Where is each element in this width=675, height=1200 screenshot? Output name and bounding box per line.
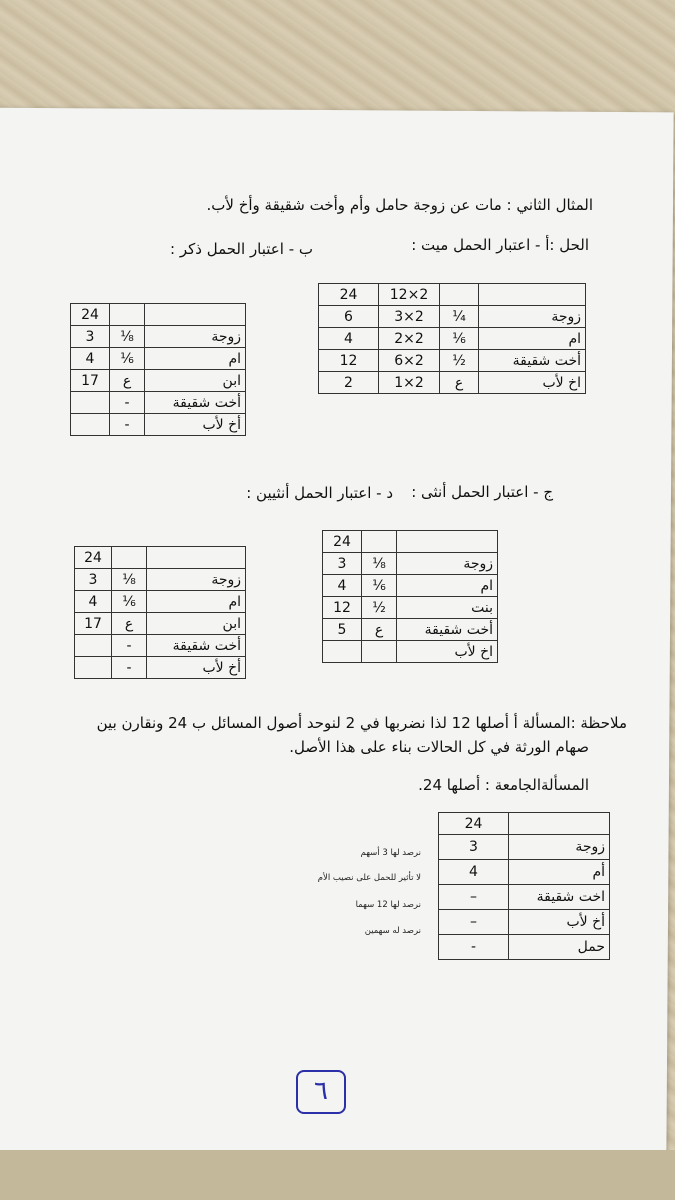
table-row (319, 284, 586, 306)
table-cell (75, 657, 112, 679)
table-cell (479, 284, 586, 306)
table-row (71, 392, 246, 414)
table-cell: ع (362, 619, 397, 641)
table-cell: 5 (323, 619, 362, 641)
table-cell: ⅙ (362, 575, 397, 597)
side-note: نرصد لها 3 أسهم (360, 848, 421, 858)
table-row (319, 372, 586, 394)
table-cell: – (439, 885, 509, 910)
table-row (75, 591, 246, 613)
table-cell: ⅛ (110, 326, 145, 348)
table-cell (397, 531, 498, 553)
table-row (323, 531, 498, 553)
table-row (319, 328, 586, 350)
floor-background (0, 1150, 675, 1200)
table-cell (75, 635, 112, 657)
table-cell: أخت شقيقة (145, 392, 246, 414)
table-cell: ¼ (440, 306, 479, 328)
table-combined (438, 812, 610, 960)
table-cell: ⅛ (112, 569, 147, 591)
table-cell: زوجة (145, 326, 246, 348)
table-cell: زوجة (509, 835, 610, 860)
table-cell (323, 641, 362, 663)
table-cell (71, 414, 110, 436)
table-cell: ⅙ (440, 328, 479, 350)
table-cell: – (439, 910, 509, 935)
table-cell: 3 (439, 835, 509, 860)
table-cell: ام (397, 575, 498, 597)
table-row (75, 569, 246, 591)
table-row (439, 835, 610, 860)
table-cell: - (112, 657, 147, 679)
table-cell: 24 (323, 531, 362, 553)
table-row (439, 860, 610, 885)
example-heading: المثال الثاني : مات عن زوجة حامل وأم وأخت شقيقة وأخ لأب. (206, 196, 593, 214)
table-cell: ع (112, 613, 147, 635)
table-cell: زوجة (147, 569, 246, 591)
table-row (319, 306, 586, 328)
table-cell: حمل (509, 935, 610, 960)
table-cell: ابن (145, 370, 246, 392)
table-row (319, 350, 586, 372)
table-cell: 2×2 (379, 328, 440, 350)
table-row (75, 547, 246, 569)
table-cell: - (112, 635, 147, 657)
page-number: ٦ (296, 1070, 346, 1114)
table-cell: ⅙ (110, 348, 145, 370)
table-cell: ½ (362, 597, 397, 619)
table-row (439, 885, 610, 910)
table-cell: أخ لأب (509, 910, 610, 935)
table-cell: 2×12 (379, 284, 440, 306)
table-row (71, 304, 246, 326)
table-cell (362, 531, 397, 553)
table-cell: - (439, 935, 509, 960)
note-line-1: ملاحظة :المسألة أ أصلها 12 لذا نضربها في 2 لنوحد أصول المسائل ب 24 ونقارن بين (96, 714, 627, 732)
table-cell: 24 (319, 284, 379, 306)
table-cell: اخ لأب (479, 372, 586, 394)
table-cell: ابن (147, 613, 246, 635)
table-cell: 2×3 (379, 306, 440, 328)
table-cell: أخ لأب (145, 414, 246, 436)
table-row (71, 414, 246, 436)
table-cell (509, 813, 610, 835)
table-cell: أخت شقيقة (147, 635, 246, 657)
table-cell: بنت (397, 597, 498, 619)
table-cell: 4 (439, 860, 509, 885)
table-cell: 4 (319, 328, 379, 350)
table-cell: 4 (75, 591, 112, 613)
table-cell: 3 (71, 326, 110, 348)
table-cell: - (110, 392, 145, 414)
table-cell: أخت شقيقة (397, 619, 498, 641)
table-cell: 17 (71, 370, 110, 392)
table-cell: ام (147, 591, 246, 613)
table-cell: 4 (323, 575, 362, 597)
table-row (71, 326, 246, 348)
table-cell: 3 (75, 569, 112, 591)
table-cell: ½ (440, 350, 479, 372)
table-cell: 24 (439, 813, 509, 835)
table-case-c (322, 530, 498, 663)
case-c-label: ج - اعتبار الحمل أنثى : (411, 483, 553, 501)
table-row (323, 619, 498, 641)
case-b-label: ب - اعتبار الحمل ذكر : (170, 240, 313, 258)
table-cell (362, 641, 397, 663)
table-cell (71, 392, 110, 414)
table-row (75, 613, 246, 635)
table-cell: ⅙ (112, 591, 147, 613)
table-cell: 2×1 (379, 372, 440, 394)
table-cell: ام (479, 328, 586, 350)
table-row (71, 348, 246, 370)
table-cell (147, 547, 246, 569)
table-cell: 3 (323, 553, 362, 575)
table-cell (145, 304, 246, 326)
table-cell: 17 (75, 613, 112, 635)
table-cell: 24 (71, 304, 110, 326)
side-note: لا تأثير للحمل على نصيب الأم (317, 873, 421, 883)
table-case-d (74, 546, 246, 679)
table-row (75, 635, 246, 657)
table-cell: 2×6 (379, 350, 440, 372)
side-note: نرصد له سهمين (364, 926, 421, 936)
table-cell: اخ لأب (397, 641, 498, 663)
table-cell: 2 (319, 372, 379, 394)
table-cell: ام (145, 348, 246, 370)
table-cell: ع (110, 370, 145, 392)
table-cell (112, 547, 147, 569)
table-cell: 24 (75, 547, 112, 569)
table-cell: زوجة (397, 553, 498, 575)
table-row (323, 575, 498, 597)
table-row (439, 813, 610, 835)
table-row (75, 657, 246, 679)
case-a-label: الحل :أ - اعتبار الحمل ميت : (411, 236, 589, 254)
case-d-label: د - اعتبار الحمل أنثيين : (246, 484, 393, 502)
table-row (323, 553, 498, 575)
table-cell: أخت شقيقة (479, 350, 586, 372)
table-cell: أم (509, 860, 610, 885)
table-case-a (318, 283, 586, 394)
table-cell (440, 284, 479, 306)
table-row (323, 641, 498, 663)
table-cell: 6 (319, 306, 379, 328)
table-cell: 12 (319, 350, 379, 372)
table-cell: أخ لأب (147, 657, 246, 679)
table-cell: 4 (71, 348, 110, 370)
table-cell (110, 304, 145, 326)
table-cell: زوجة (479, 306, 586, 328)
table-row (439, 935, 610, 960)
table-cell: 12 (323, 597, 362, 619)
table-cell: ⅛ (362, 553, 397, 575)
table-cell: ع (440, 372, 479, 394)
table-row (71, 370, 246, 392)
table-case-b (70, 303, 246, 436)
table-cell: اخت شقيقة (509, 885, 610, 910)
table-row (439, 910, 610, 935)
combined-problem-label: المسألةالجامعة : أصلها 24. (418, 776, 589, 794)
note-line-2: صهام الورثة في كل الحالات بناء على هذا الأصل. (289, 738, 589, 756)
table-row (323, 597, 498, 619)
table-cell: - (110, 414, 145, 436)
side-note: نرصد لها 12 سهما (355, 900, 421, 910)
